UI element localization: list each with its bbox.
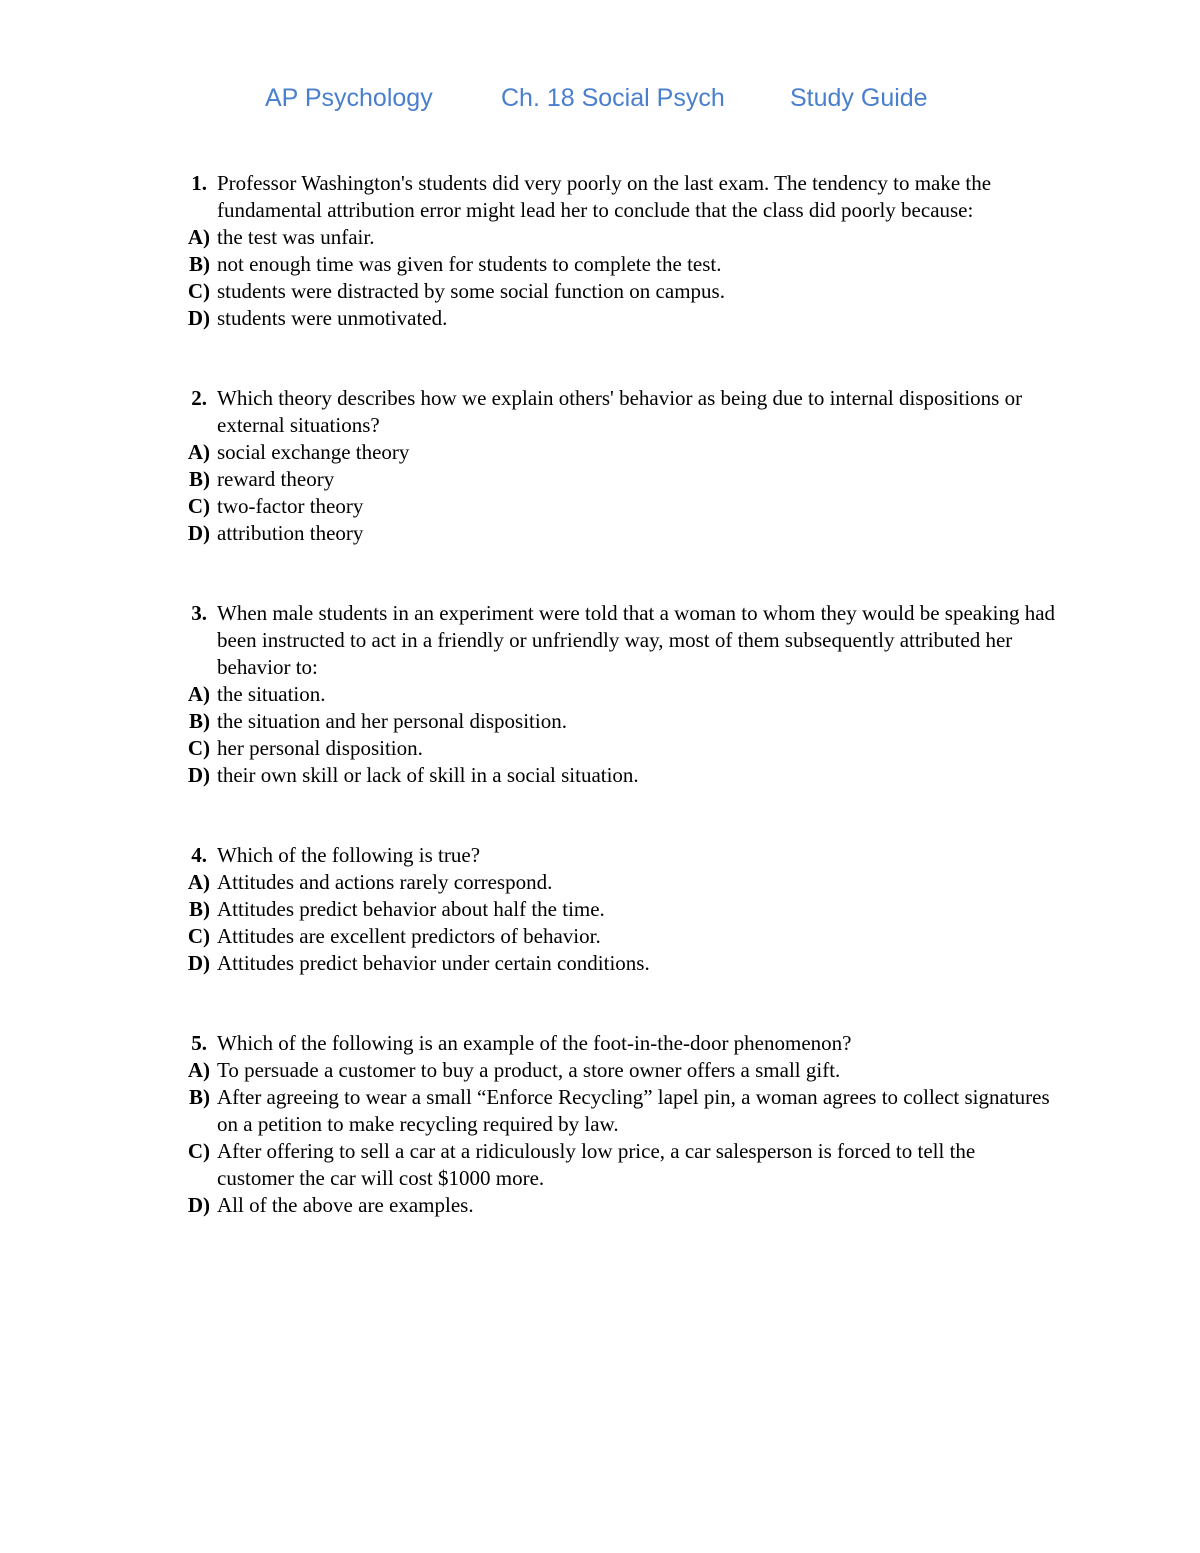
choice-letter: D) (187, 951, 210, 975)
question-list (0, 170, 1200, 1272)
question-stem-row (0, 1030, 1057, 1057)
answer-choice (0, 1192, 1057, 1219)
choice-text: After offering to sell a car at a ridiculously low price, a car salesperson is forced to tell the customer the car will cost $1000 more. (217, 1139, 976, 1190)
answer-choice (0, 762, 1057, 789)
course-title: AP Psychology (265, 84, 433, 112)
choice-letter: D) (187, 1193, 210, 1217)
answer-choice (0, 520, 1057, 547)
question-text: Which of the following is true? (217, 843, 481, 867)
question-stem-row (0, 170, 1057, 224)
choice-text: Attitudes and actions rarely correspond. (217, 870, 553, 894)
answer-choice (0, 439, 1057, 466)
choice-text: the situation and her personal disposition. (217, 709, 567, 733)
answer-choice (0, 305, 1057, 332)
choice-text: To persuade a customer to buy a product, a store owner offers a small gift. (217, 1058, 841, 1082)
question-number: 3. (191, 601, 207, 625)
answer-choice (0, 1057, 1057, 1084)
choice-text: After agreeing to wear a small “Enforce Recycling” lapel pin, a woman agrees to collect signatures on a petition to make recycling required by law. (217, 1085, 1050, 1136)
document-type: Study Guide (790, 84, 928, 112)
choice-text: reward theory (217, 467, 335, 491)
choice-letter: B) (189, 1085, 210, 1109)
choice-text: students were distracted by some social function on campus. (217, 279, 725, 303)
choice-text: students were unmotivated. (217, 306, 448, 330)
choice-text: the test was unfair. (217, 225, 375, 249)
question-3 (0, 600, 1200, 789)
answer-choice (0, 278, 1057, 305)
choice-text: not enough time was given for students to complete the test. (217, 252, 722, 276)
question-5 (0, 1030, 1200, 1219)
question-stem-row (0, 842, 1057, 869)
answer-choice (0, 708, 1057, 735)
choice-letter: D) (187, 306, 210, 330)
choice-letter: D) (187, 521, 210, 545)
question-text: Professor Washington's students did very poorly on the last exam. The tendency to make the fundamental attribution error might lead her to conclude that the class did poorly because: (217, 171, 992, 222)
answer-choice (0, 1138, 1057, 1192)
question-stem-row (0, 600, 1057, 681)
choice-letter: A) (187, 1058, 210, 1082)
question-2 (0, 385, 1200, 547)
choice-text: All of the above are examples. (217, 1193, 474, 1217)
question-text: Which theory describes how we explain others' behavior as being due to internal dispositions or external situations? (217, 386, 1023, 437)
question-stem-row (0, 385, 1057, 439)
choice-letter: C) (187, 736, 210, 760)
question-text: When male students in an experiment were told that a woman to whom they would be speaking had been instructed to act in a friendly or unfriendly way, most of them subsequently attributed her behavior to: (217, 601, 1056, 679)
answer-choice (0, 466, 1057, 493)
answer-choice (0, 1084, 1057, 1138)
choice-letter: C) (187, 1139, 210, 1163)
choice-letter: A) (187, 682, 210, 706)
choice-text: her personal disposition. (217, 736, 423, 760)
chapter-title: Ch. 18 Social Psych (501, 84, 725, 112)
choice-letter: B) (189, 709, 210, 733)
answer-choice (0, 923, 1057, 950)
question-1 (0, 170, 1200, 332)
page-header (0, 84, 1200, 118)
answer-choice (0, 681, 1057, 708)
choice-text: Attitudes are excellent predictors of behavior. (217, 924, 601, 948)
choice-letter: A) (187, 870, 210, 894)
choice-letter: C) (187, 924, 210, 948)
choice-text: social exchange theory (217, 440, 410, 464)
question-number: 2. (191, 386, 207, 410)
choice-text: Attitudes predict behavior about half the time. (217, 897, 605, 921)
question-number: 4. (191, 843, 207, 867)
choice-letter: D) (187, 763, 210, 787)
choice-text: the situation. (217, 682, 326, 706)
choice-letter: A) (187, 440, 210, 464)
choice-text: two-factor theory (217, 494, 364, 518)
question-text: Which of the following is an example of the foot-in-the-door phenomenon? (217, 1031, 852, 1055)
question-4 (0, 842, 1200, 977)
choice-letter: B) (189, 252, 210, 276)
choice-letter: B) (189, 467, 210, 491)
choice-text: Attitudes predict behavior under certain conditions. (217, 951, 650, 975)
choice-letter: A) (187, 225, 210, 249)
choice-letter: B) (189, 897, 210, 921)
answer-choice (0, 869, 1057, 896)
answer-choice (0, 950, 1057, 977)
choice-text: attribution theory (217, 521, 364, 545)
answer-choice (0, 251, 1057, 278)
choice-letter: C) (187, 279, 210, 303)
answer-choice (0, 493, 1057, 520)
question-number: 1. (191, 171, 207, 195)
question-number: 5. (191, 1031, 207, 1055)
choice-letter: C) (187, 494, 210, 518)
answer-choice (0, 224, 1057, 251)
choice-text: their own skill or lack of skill in a social situation. (217, 763, 639, 787)
answer-choice (0, 735, 1057, 762)
answer-choice (0, 896, 1057, 923)
